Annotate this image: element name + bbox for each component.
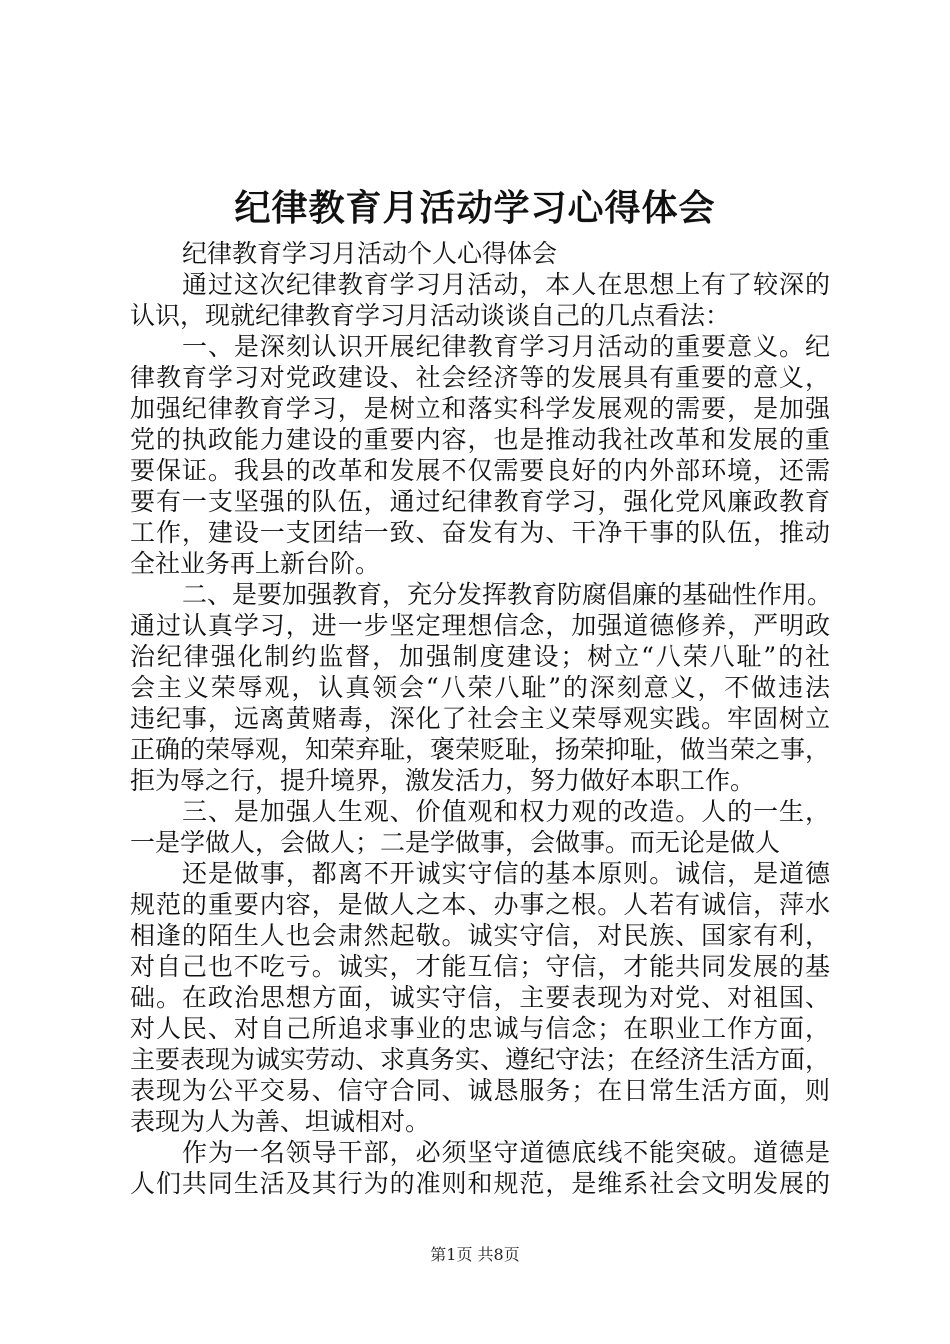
body-line: 正确的荣辱观，知荣弃耻，褒荣贬耻，扬荣抑耻，做当荣之事， bbox=[130, 735, 831, 764]
body-line: 党的执政能力建设的重要内容，也是推动我社改革和发展的重 bbox=[130, 425, 830, 454]
body-line: 一是学做人，会做人；二是学做事，会做事。而无论是做人 bbox=[130, 828, 781, 857]
body-line: 通过认真学习，进一步坚定理想信念，加强道德修养，严明政 bbox=[130, 611, 830, 640]
body-line: 会主义荣辱观，认真领会“八荣八耻”的深刻意义，不做违法 bbox=[130, 673, 830, 702]
body-line: 拒为辱之行，提升境界，激发活力，努力做好本职工作。 bbox=[130, 766, 756, 795]
body-line: 一、是深刻认识开展纪律教育学习月活动的重要意义。纪 bbox=[182, 332, 830, 361]
body-line: 三、是加强人生观、价值观和权力观的改造。人的一生， bbox=[182, 797, 830, 826]
body-line: 对人民、对自己所追求事业的忠诚与信念；在职业工作方面， bbox=[130, 1014, 830, 1043]
body-line: 违纪事，远离黄赌毒，深化了社会主义荣辱观实践。牢固树立 bbox=[130, 704, 830, 733]
body-line: 础。在政治思想方面，诚实守信，主要表现为对党、对祖国、 bbox=[130, 983, 830, 1012]
body-line: 认识，现就纪律教育学习月活动谈谈自己的几点看法： bbox=[130, 301, 731, 330]
body-line: 治纪律强化制约监督，加强制度建设；树立“八荣八耻”的社 bbox=[130, 642, 830, 671]
body-line: 主要表现为诚实劳动、求真务实、遵纪守法；在经济生活方面， bbox=[130, 1045, 831, 1074]
body-line: 规范的重要内容，是做人之本、办事之根。人若有诚信，萍水 bbox=[130, 890, 830, 919]
body-line: 表现为人为善、坦诚相对。 bbox=[130, 1107, 431, 1136]
page-footer: 第1页 共8页 bbox=[430, 1245, 520, 1264]
body-line: 要保证。我县的改革和发展不仅需要良好的内外部环境，还需 bbox=[130, 456, 830, 485]
body-line: 对自己也不吃亏。诚实，才能互信；守信，才能共同发展的基 bbox=[130, 952, 830, 981]
body-line: 纪律教育学习月活动个人心得体会 bbox=[182, 239, 558, 268]
body-line: 要有一支坚强的队伍，通过纪律教育学习，强化党风廉政教育 bbox=[130, 487, 830, 516]
body-line: 通过这次纪律教育学习月活动，本人在思想上有了较深的 bbox=[182, 270, 830, 299]
body-line: 相逢的陌生人也会肃然起敬。诚实守信，对民族、国家有利， bbox=[130, 921, 830, 950]
body-line: 加强纪律教育学习，是树立和落实科学发展观的需要，是加强 bbox=[130, 394, 830, 423]
body-line: 还是做事，都离不开诚实守信的基本原则。诚信，是道德 bbox=[182, 859, 830, 888]
body-line: 人们共同生活及其行为的准则和规范，是维系社会文明发展的 bbox=[130, 1169, 830, 1198]
page-title: 纪律教育月活动学习心得体会 bbox=[234, 187, 716, 229]
body-line: 表现为公平交易、信守合同、诚恳服务；在日常生活方面，则 bbox=[130, 1076, 830, 1105]
body-line: 工作，建设一支团结一致、奋发有为、干净干事的队伍，推动 bbox=[130, 518, 830, 547]
body-line: 全社业务再上新台阶。 bbox=[130, 549, 381, 578]
body-line: 作为一名领导干部，必须坚守道德底线不能突破。道德是 bbox=[182, 1138, 830, 1167]
body-line: 二、是要加强教育，充分发挥教育防腐倡廉的基础性作用。 bbox=[182, 580, 833, 609]
body-line: 律教育学习对党政建设、社会经济等的发展具有重要的意义， bbox=[130, 363, 830, 392]
